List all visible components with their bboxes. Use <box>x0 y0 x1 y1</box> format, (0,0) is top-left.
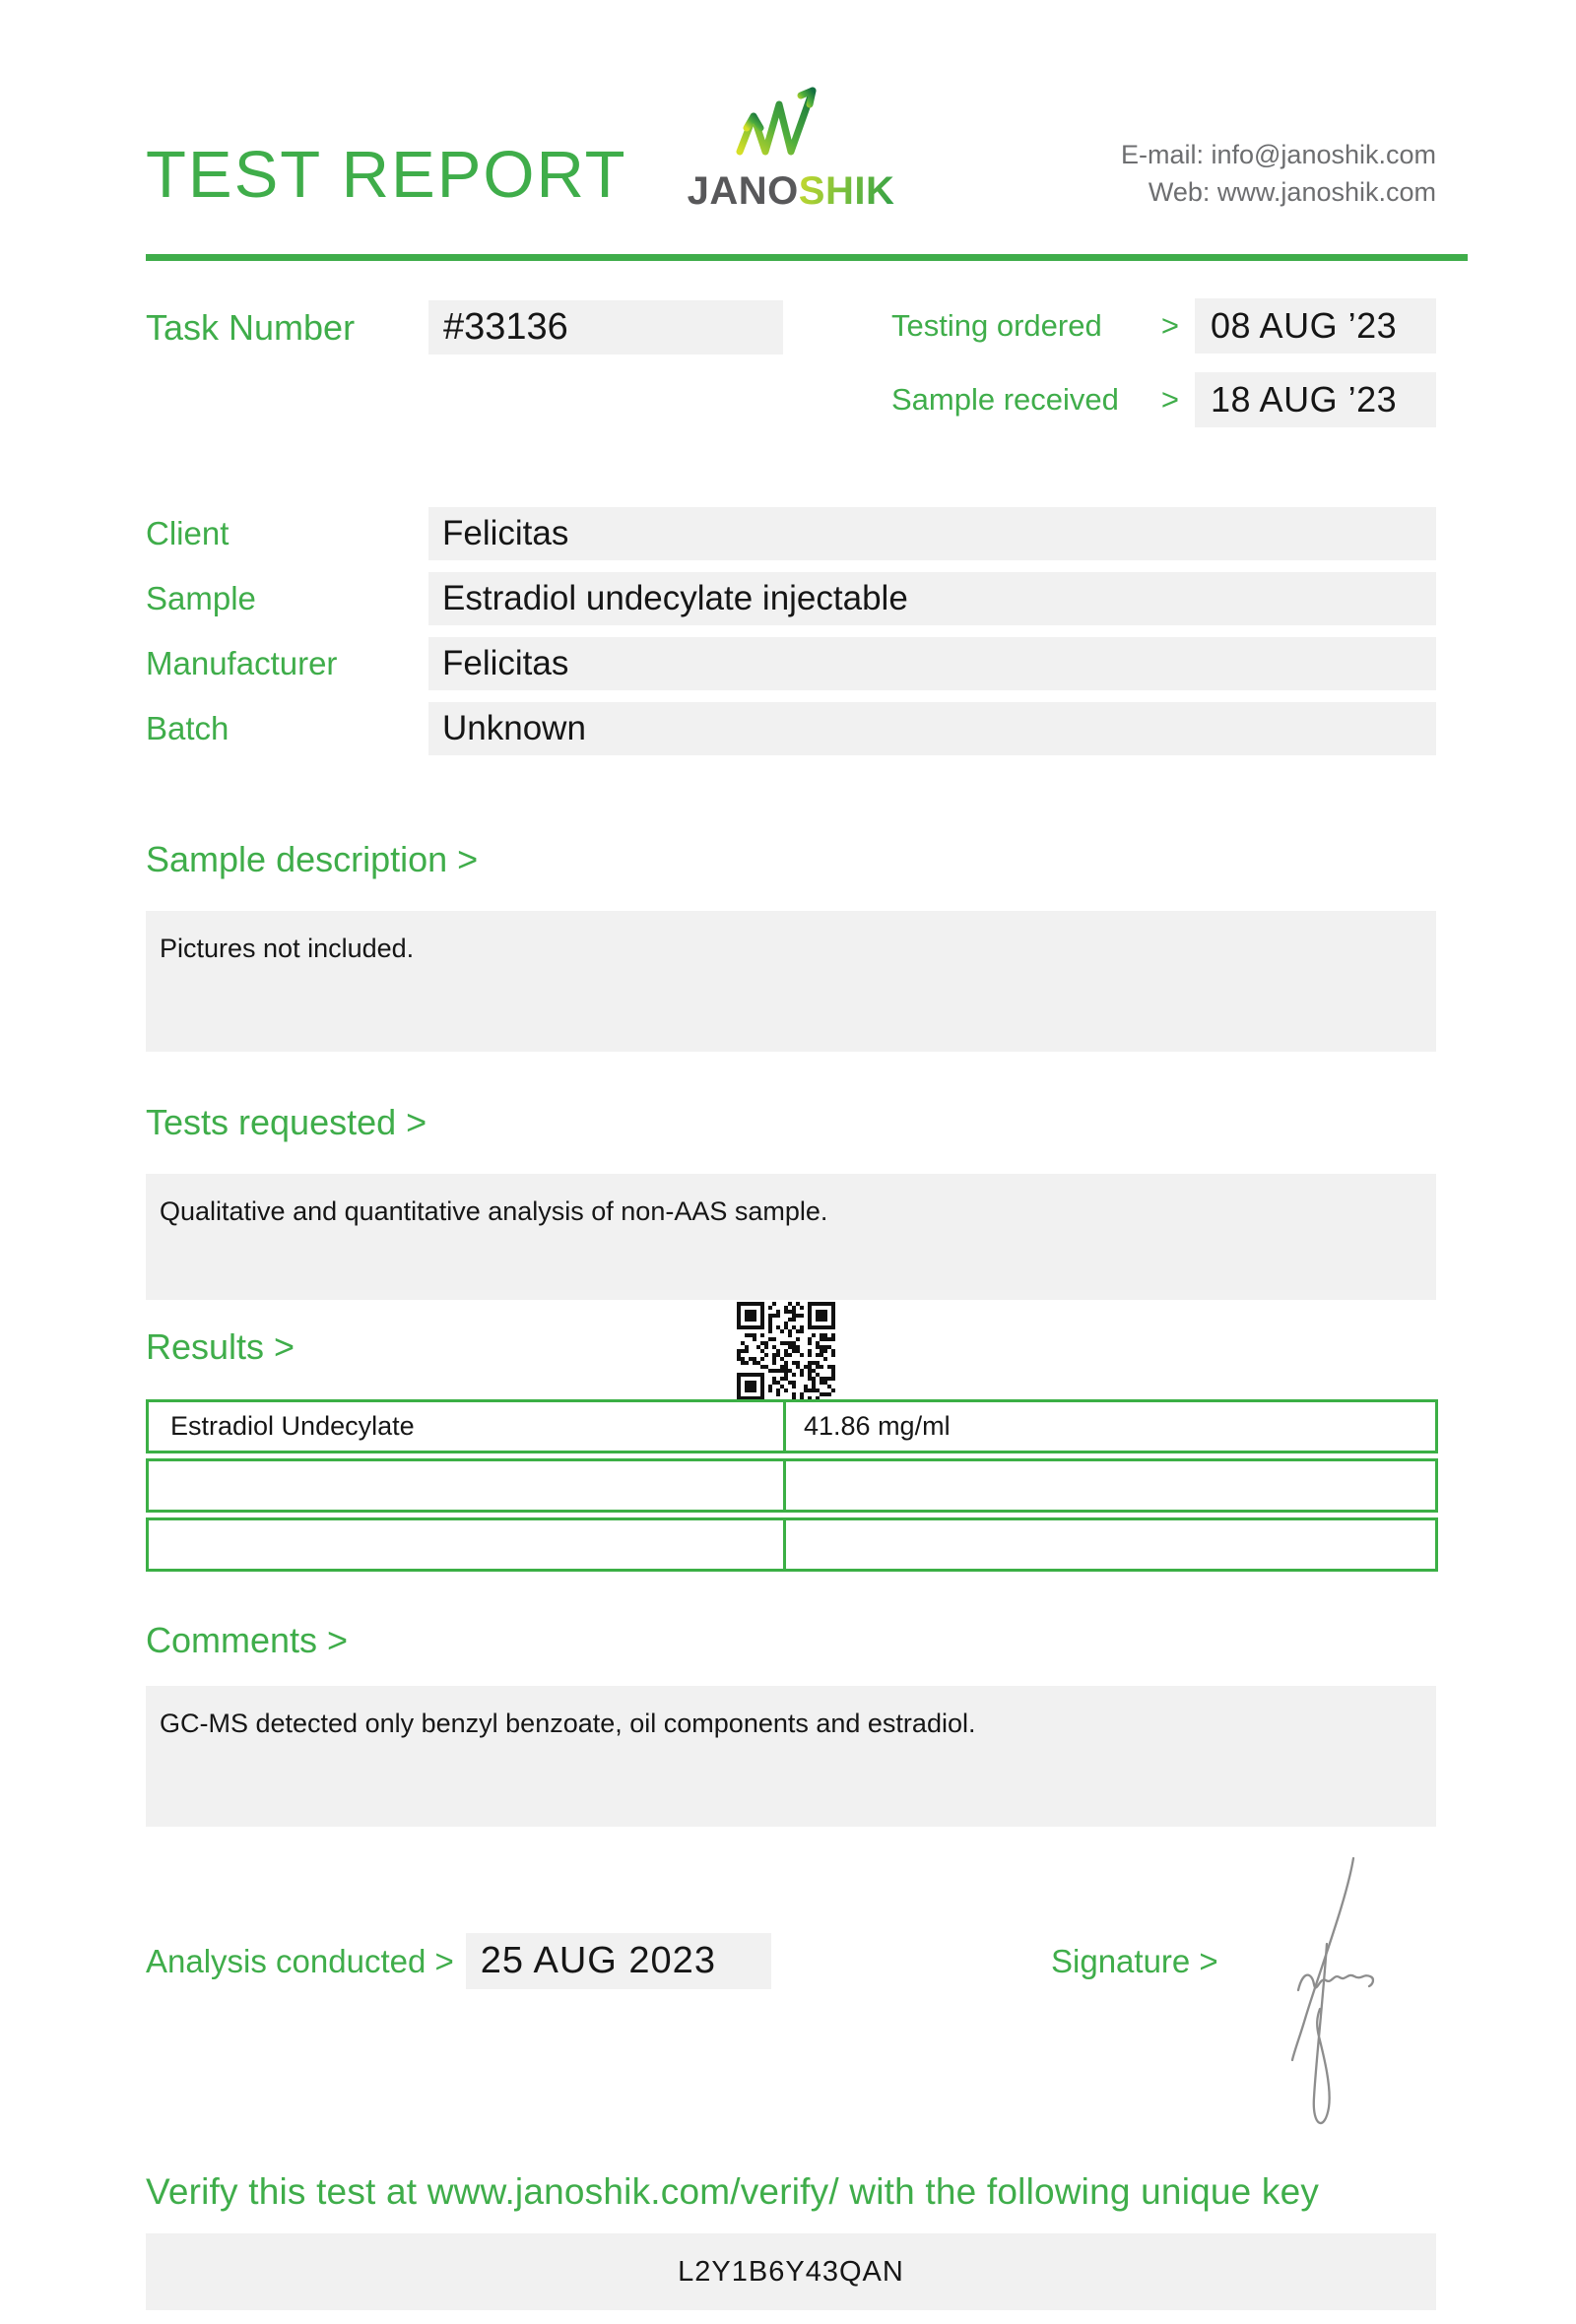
client-row <box>146 507 1436 560</box>
qr-code <box>737 1302 835 1400</box>
testing-ordered-value: 08 AUG ’23 <box>1195 298 1436 354</box>
contact-web-line <box>1121 173 1436 211</box>
signature-label: Signature > <box>1051 1942 1218 1979</box>
table-row <box>146 1517 1438 1572</box>
web-value: www.janoshik.com <box>1216 177 1436 207</box>
web-label: Web: <box>1148 177 1217 207</box>
table-row <box>146 1458 1438 1513</box>
manufacturer-value: Felicitas <box>428 637 1436 690</box>
batch-label: Batch <box>146 710 230 746</box>
testing-ordered-row <box>891 298 1436 354</box>
email-value: info@janoshik.com <box>1211 140 1436 169</box>
comments-box <box>146 1686 1436 1827</box>
batch-value: Unknown <box>428 702 1436 755</box>
task-number-row <box>146 300 783 355</box>
testing-ordered-arrow: > <box>1160 308 1179 343</box>
result-analyte-cell <box>149 1520 786 1569</box>
sample-description-heading: Sample description > <box>146 839 479 879</box>
logo-wordmark-green: SHIK <box>798 169 895 213</box>
verify-instruction: Verify this test at www.janoshik.com/verify/ with the following unique key <box>146 2171 1320 2212</box>
manufacturer-label: Manufacturer <box>146 645 338 681</box>
result-value-cell <box>786 1461 1435 1510</box>
page-title: TEST REPORT <box>146 138 627 212</box>
sample-received-label: Sample received <box>891 382 1119 417</box>
client-value: Felicitas <box>428 507 1436 560</box>
signature-image <box>1275 1853 1379 2137</box>
sample-received-arrow: > <box>1160 382 1179 417</box>
verify-key: L2Y1B6Y43QAN <box>678 2255 904 2288</box>
sample-description-text: Pictures not included. <box>160 934 415 963</box>
task-number-label: Task Number <box>146 306 356 348</box>
header-divider <box>146 254 1468 261</box>
comments-heading: Comments > <box>146 1620 349 1660</box>
verify-key-box <box>146 2233 1436 2310</box>
tests-requested-text: Qualitative and quantitative analysis of non-AAS sample. <box>160 1196 828 1226</box>
results-table <box>146 1399 1438 1577</box>
sample-row <box>146 572 1436 625</box>
table-row <box>146 1399 1438 1453</box>
sample-value: Estradiol undecylate injectable <box>428 572 1436 625</box>
manufacturer-row <box>146 637 1436 690</box>
testing-ordered-label: Testing ordered <box>891 308 1102 343</box>
batch-row <box>146 702 1436 755</box>
results-heading: Results > <box>146 1326 296 1367</box>
sample-label: Sample <box>146 580 256 616</box>
sample-received-row <box>891 372 1436 427</box>
sample-received-value: 18 AUG ’23 <box>1195 372 1436 427</box>
comments-text: GC-MS detected only benzyl benzoate, oil components and estradiol. <box>160 1709 976 1738</box>
client-label: Client <box>146 515 230 551</box>
tests-requested-heading: Tests requested > <box>146 1102 427 1142</box>
email-label: E-mail: <box>1120 140 1212 169</box>
sample-description-box <box>146 911 1436 1052</box>
contact-block <box>1121 136 1436 211</box>
logo-wordmark-gray: JANO <box>687 169 799 213</box>
contact-email-line <box>1121 136 1436 173</box>
analysis-conducted-label: Analysis conducted > <box>146 1942 454 1979</box>
result-value-cell: 41.86 mg/ml <box>804 1411 951 1441</box>
result-value-cell <box>786 1520 1435 1569</box>
result-analyte-cell <box>149 1461 786 1510</box>
logo-chart-icon <box>734 79 832 161</box>
logo-wordmark <box>673 167 909 215</box>
tests-requested-box <box>146 1174 1436 1300</box>
analysis-conducted-value: 25 AUG 2023 <box>466 1933 771 1989</box>
result-analyte-cell: Estradiol Undecylate <box>149 1402 786 1451</box>
task-number-value: #33136 <box>428 300 783 355</box>
analysis-conducted-row <box>146 1933 771 1989</box>
